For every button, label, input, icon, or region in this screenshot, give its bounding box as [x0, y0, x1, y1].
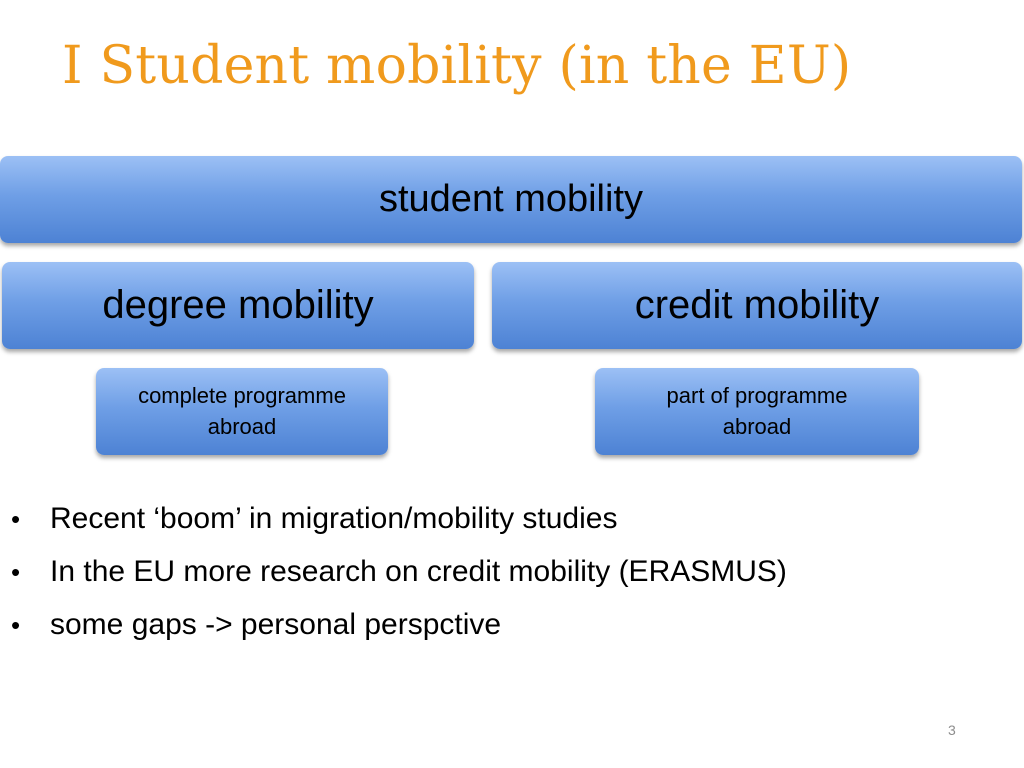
- bullet-item: [8, 549, 988, 602]
- bullet-text: In the EU more research on credit mobility (ERASMUS): [50, 555, 787, 588]
- part-of-programme-box: [595, 368, 919, 455]
- bullet-item: [8, 602, 988, 655]
- page-number: 3: [948, 722, 956, 738]
- student-mobility-box: [0, 156, 1022, 243]
- complete-programme-line1: complete programme: [138, 383, 346, 408]
- student-mobility-label: student mobility: [378, 178, 643, 220]
- part-of-programme-text: [655, 380, 860, 442]
- slide-title: I Student mobility (in the EU): [62, 36, 852, 96]
- bullet-icon: •: [11, 504, 21, 534]
- degree-mobility-box: [2, 262, 474, 349]
- complete-programme-box: [96, 368, 388, 455]
- bullet-list: [8, 496, 988, 655]
- part-of-programme-line2: abroad: [722, 414, 792, 439]
- bullet-item: [8, 496, 988, 549]
- bullet-text: Recent ‘boom’ in migration/mobility studies: [50, 502, 618, 535]
- bullet-icon: •: [11, 557, 21, 587]
- bullet-icon: •: [11, 610, 21, 640]
- complete-programme-line2: abroad: [207, 414, 277, 439]
- bullet-text: some gaps -> personal perspctive: [50, 608, 502, 641]
- part-of-programme-line1: part of programme: [666, 383, 848, 408]
- credit-mobility-label: credit mobility: [634, 283, 880, 327]
- credit-mobility-box: [492, 262, 1022, 349]
- degree-mobility-label: degree mobility: [102, 283, 374, 327]
- complete-programme-text: [126, 380, 358, 442]
